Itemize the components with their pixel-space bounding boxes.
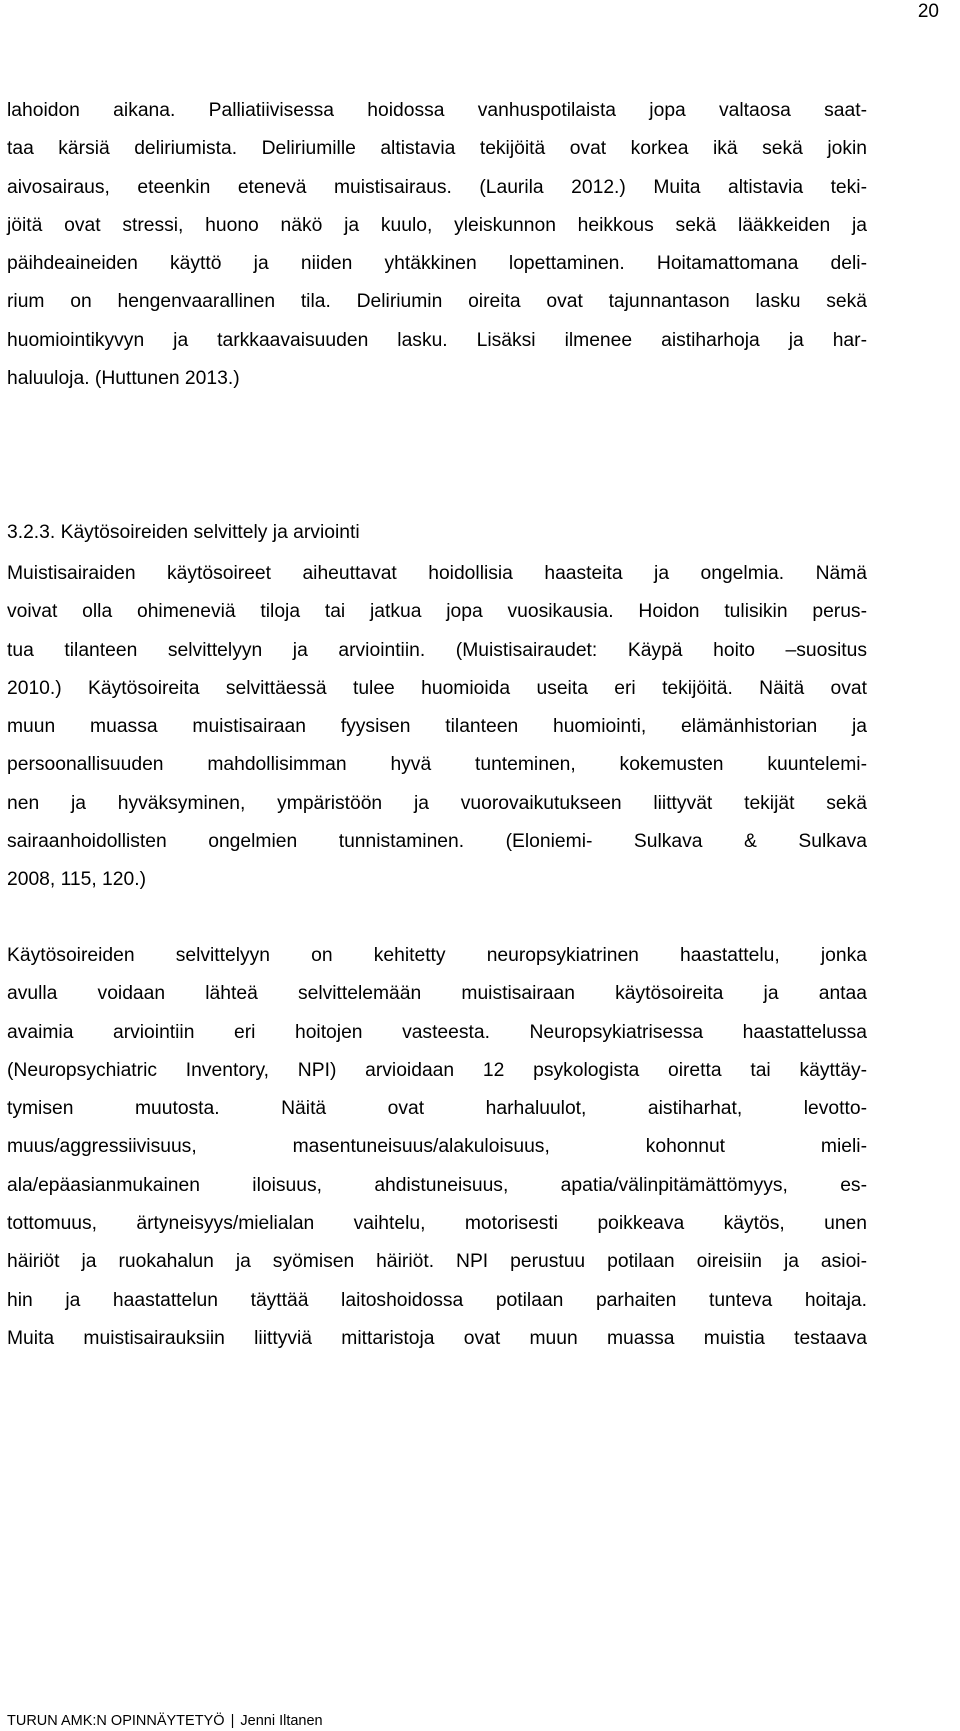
footer-author: Jenni Iltanen [240, 1713, 323, 1729]
page-number: 20 [917, 1, 939, 22]
text-line: jöitä ovat stressi, huono näkö ja kuulo, yleiskunnon heikkous sekä lääkkeiden ja [7, 214, 867, 236]
text-line: muus/aggressiivisuus, masentuneisuus/alakuloisuus, kohonnut mieli- [7, 1136, 867, 1158]
paragraph-delirium [7, 92, 867, 398]
text-line: tymisen muutosta. Näitä ovat harhaluulot, aistiharhat, levotto- [7, 1098, 867, 1120]
footer-org: TURUN AMK:N OPINNÄYTETYÖ [7, 1713, 225, 1729]
text-line: avulla voidaan lähteä selvittelemään muistisairaan käytösoireita ja antaa [7, 983, 867, 1005]
text-line: rium on hengenvaarallinen tila. Deliriumin oireita ovat tajunnantason lasku sekä [7, 291, 867, 313]
page-footer [7, 1711, 323, 1731]
text-line: päihdeaineiden käyttö ja niiden yhtäkkinen lopettaminen. Hoitamattomana deli- [7, 253, 867, 275]
text-line: aivosairaus, eteenkin etenevä muistisairaus. (Laurila 2012.) Muita altistavia teki- [7, 176, 867, 198]
text-line: tua tilanteen selvittelyyn ja arviointiin. (Muistisairaudet: Käypä hoito –suositus [7, 639, 867, 661]
text-line: 2008, 115, 120.) [7, 869, 147, 891]
heading-text: 3.2.3. Käytösoireiden selvittely ja arviointi [7, 522, 360, 543]
text-line: nen ja hyväksyminen, ympäristöön ja vuorovaikutukseen liittyvät tekijät sekä [7, 792, 867, 814]
text-line: tottomuus, ärtyneisyys/mielialan vaihtelu, motorisesti poikkeava käytös, unen [7, 1213, 867, 1235]
text-line: lahoidon aikana. Palliatiivisessa hoidossa vanhuspotilaista jopa valtaosa saat- [7, 100, 867, 121]
text-line: 2010.) Käytösoireita selvittäessä tulee huomioida useita eri tekijöitä. Näitä ovat [7, 677, 867, 699]
text-line: voivat olla ohimeneviä tiloja tai jatkua jopa vuosikausia. Hoidon tulisikin perus- [7, 601, 867, 623]
footer-separator: | [230, 1713, 235, 1729]
text-line: haluuloja. (Huttunen 2013.) [7, 368, 240, 390]
paragraph-behavioral-symptoms [7, 555, 867, 900]
text-line: sairaanhoidollisten ongelmien tunnistaminen. (Eloniemi- Sulkava & Sulkava [7, 831, 867, 853]
text-line: taa kärsiä deliriumista. Deliriumille altistavia tekijöitä ovat korkea ikä sekä jokin [7, 138, 867, 160]
text-line: Muita muistisairauksiin liittyviä mittaristoja ovat muun muassa muistia testaava [7, 1327, 867, 1349]
text-line: Käytösoireiden selvittelyyn on kehitetty neuropsykiatrinen haastattelu, jonka [7, 945, 867, 966]
paragraph-npi [7, 937, 867, 1358]
text-line: ala/epäasianmukainen iloisuus, ahdistuneisuus, apatia/välinpitämättömyys, es- [7, 1174, 867, 1196]
text-line: häiriöt ja ruokahalun ja syömisen häiriöt. NPI perustuu potilaan oireisiin ja asioi- [7, 1251, 867, 1273]
text-line: avaimia arviointiin eri hoitojen vasteesta. Neuropsykiatrisessa haastattelussa [7, 1021, 867, 1043]
text-line: (Neuropsychiatric Inventory, NPI) arvioidaan 12 psykologista oiretta tai käyttäy- [7, 1059, 867, 1081]
text-line: hin ja haastattelun täyttää laitoshoidossa potilaan parhaiten tunteva hoitaja. [7, 1289, 867, 1311]
section-heading [7, 514, 867, 552]
text-line: persoonallisuuden mahdollisimman hyvä tunteminen, kokemusten kuuntelemi- [7, 754, 867, 776]
text-line: muun muassa muistisairaan fyysisen tilanteen huomiointi, elämänhistorian ja [7, 716, 867, 738]
text-line: Muistisairaiden käytösoireet aiheuttavat hoidollisia haasteita ja ongelmia. Nämä [7, 563, 867, 584]
text-line: huomiointikyvyn ja tarkkaavaisuuden lasku. Lisäksi ilmenee aistiharhoja ja har- [7, 329, 867, 351]
